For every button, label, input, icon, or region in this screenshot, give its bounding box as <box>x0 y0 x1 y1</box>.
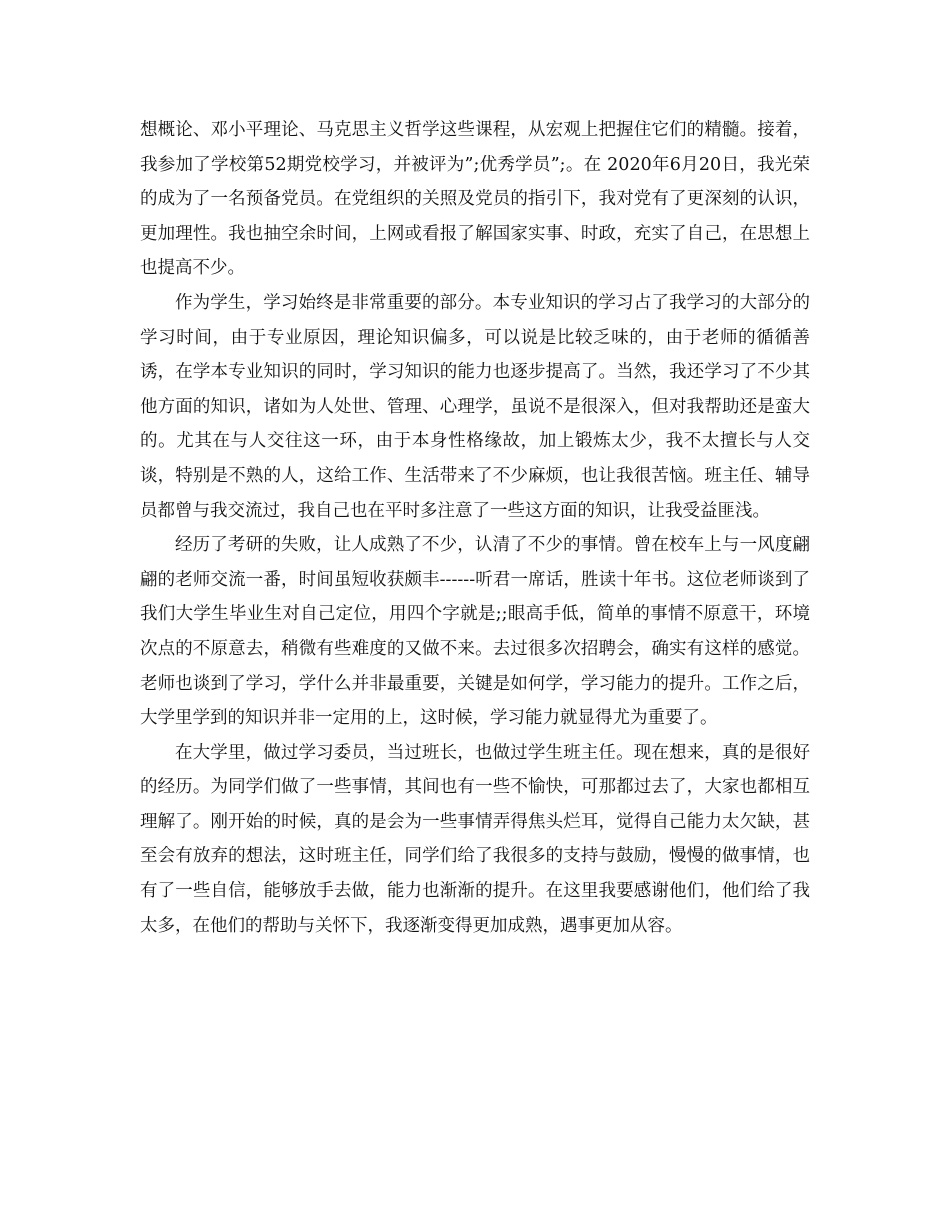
paragraph-3: 经历了考研的失败，让人成熟了不少，认清了不少的事情。曾在校车上与一风度翩翩的老师交流一番，时间虽短收获颇丰------听君一席话，胜读十年书。这位老师谈到了我们大学生毕业生对自己定位，用四个字就是;;眼高手低，简单的事情不原意干，环境次点的不原意去，稍微有些难度的又做不来。去过很多次招聘会，确实有这样的感觉。老师也谈到了学习，学什么并非最重要，关键是如何学，学习能力的提升。工作之后，大学里学到的知识并非一定用的上，这时候，学习能力就显得尤为重要了。 <box>140 535 810 729</box>
document-body <box>140 113 810 943</box>
paragraph-1: 想概论、邓小平理论、马克思主义哲学这些课程，从宏观上把握住它们的精髓。接着，我参加了学校第52期党校学习，并被评为”;优秀学员”;。在 2020年6月20日，我光荣的成为了一名预备党员。在党组织的关照及党员的指引下，我对党有了更深刻的认识，更加理性。我也抽空余时间，上网或看报了解国家实事、时政，充实了自己，在思想上也提高不少。 <box>140 120 810 279</box>
paragraph-2: 作为学生，学习始终是非常重要的部分。本专业知识的学习占了我学习的大部分的学习时间，由于专业原因，理论知识偏多，可以说是比较乏味的，由于老师的循循善诱，在学本专业知识的同时，学习知识的能力也逐步提高了。当然，我还学习了不少其他方面的知识，诸如为人处世、管理、心理学，虽说不是很深入，但对我帮助还是蛮大的。尤其在与人交往这一环，由于本身性格缘故，加上锻炼太少，我不太擅长与人交谈，特别是不熟的人，这给工作、生活带来了不少麻烦，也让我很苦恼。班主任、辅导员都曾与我交流过，我自己也在平时多注意了一些这方面的知识，让我受益匪浅。 <box>140 292 810 521</box>
paragraph-4: 在大学里，做过学习委员，当过班长，也做过学生班主任。现在想来，真的是很好的经历。为同学们做了一些事情，其间也有一些不愉快，可那都过去了，大家也都相互理解了。刚开始的时候，真的是会为一些事情弄得焦头烂耳，觉得自己能力太欠缺，甚至会有放弃的想法，这时班主任，同学们给了我很多的支持与鼓励，慢慢的做事情，也有了一些自信，能够放手去做，能力也渐渐的提升。在这里我要感谢他们，他们给了我太多，在他们的帮助与关怀下，我逐渐变得更加成熟，遇事更加从容。 <box>140 742 810 936</box>
